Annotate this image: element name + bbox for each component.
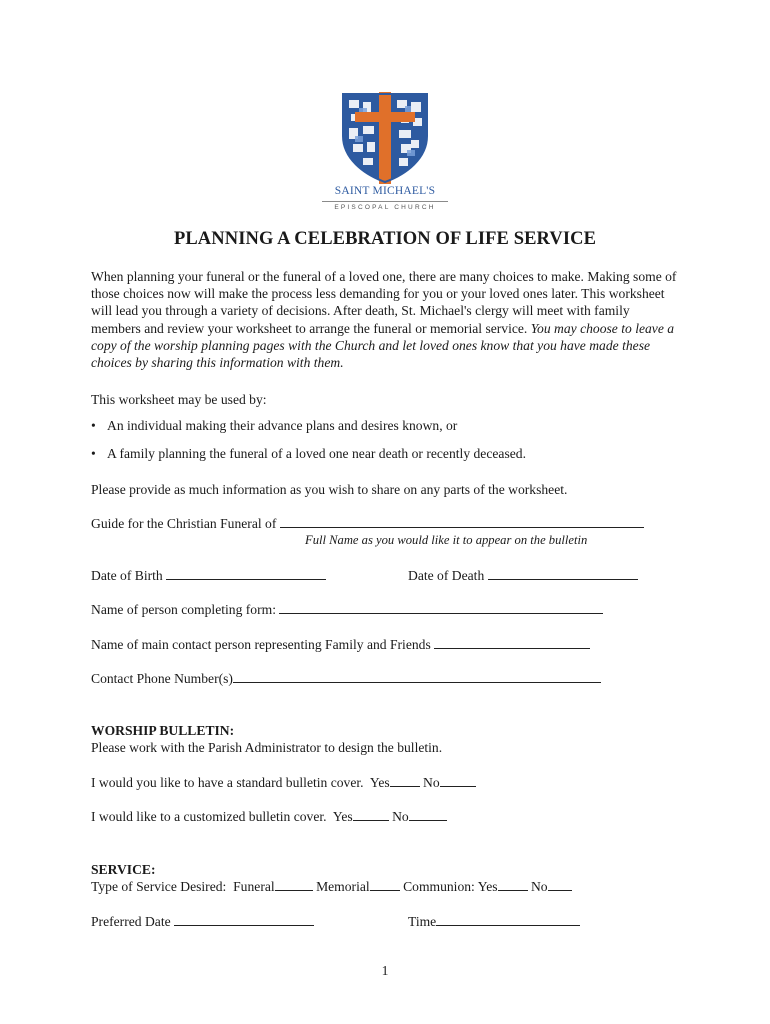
used-by-item-text: A family planning the funeral of a loved one near death or recently deceased. [107, 446, 526, 461]
used-by-item-1 [91, 418, 457, 434]
bulletin-heading: WORSHIP BULLETIN: [91, 723, 235, 738]
bullet-icon: • [91, 446, 96, 461]
funeral-blank[interactable] [275, 878, 313, 891]
custom-yes-blank[interactable] [353, 808, 389, 821]
yes-label: Yes [332, 809, 353, 824]
shield-cross-icon [341, 92, 429, 184]
phone-field [91, 670, 601, 687]
completing-blank[interactable] [279, 601, 603, 614]
guide-caption: Full Name as you would like it to appear on the bulletin [305, 533, 588, 547]
standard-cover-label: I would you like to have a standard bulletin cover. [91, 775, 364, 790]
completing-field [91, 601, 603, 618]
service-type-field [91, 878, 572, 895]
standard-yes-blank[interactable] [390, 774, 420, 787]
preferred-date-field [91, 913, 314, 930]
no-label: No [392, 809, 409, 824]
memorial-blank[interactable] [370, 878, 400, 891]
please-provide-text: Please provide as much information as you wish to share on any parts of the worksheet. [91, 482, 568, 497]
used-by-item-2 [91, 446, 526, 462]
custom-no-blank[interactable] [409, 808, 447, 821]
church-logo [300, 92, 470, 217]
used-by-lead: This worksheet may be used by: [91, 392, 267, 407]
dod-blank[interactable] [488, 567, 638, 580]
dob-label: Date of Birth [91, 568, 163, 583]
custom-cover-field [91, 808, 447, 825]
funeral-label: Funeral [233, 879, 275, 894]
service-type-label: Type of Service Desired: [91, 879, 227, 894]
no-label: No [423, 775, 440, 790]
intro-paragraph [91, 268, 681, 371]
intro-text: When planning your funeral or the funeral of a loved one, there are many choices to make. Making some of those choices now will make the process less demanding for you or your loved ones later. This worksheet will lead you through a variety of decisions. After death, St. Michael's clergy will meet with family members and review your worksheet to arrange the funeral or memorial service. [91, 269, 677, 336]
contact-blank[interactable] [434, 636, 590, 649]
dod-label: Date of Death [408, 568, 485, 583]
phone-blank[interactable] [233, 670, 601, 683]
guide-field [91, 515, 644, 532]
time-field [408, 913, 580, 930]
preferred-date-blank[interactable] [174, 913, 314, 926]
logo-church-subname: EPISCOPAL CHURCH [334, 204, 436, 211]
logo-church-name: SAINT MICHAEL'S [334, 185, 436, 197]
bulletin-note: Please work with the Parish Administrator to design the bulletin. [91, 740, 443, 755]
dob-field [91, 567, 326, 584]
communion-yes-blank[interactable] [498, 878, 528, 891]
completing-label: Name of person completing form: [91, 602, 276, 617]
contact-field [91, 636, 590, 653]
service-heading: SERVICE: [91, 862, 156, 877]
preferred-date-label: Preferred Date [91, 914, 171, 929]
dob-blank[interactable] [166, 567, 326, 580]
yes-label: Yes [369, 775, 390, 790]
intro-italic-text: You may choose to leave a copy of the worship planning pages with the Church and let loved ones know that you have made these choices by sharing this information with them. [91, 320, 675, 371]
guide-label: Guide for the Christian Funeral of [91, 516, 277, 531]
used-by-item-text: An individual making their advance plans and desires known, or [107, 418, 458, 433]
communion-no-blank[interactable] [548, 878, 572, 891]
contact-label: Name of main contact person representing Family and Friends [91, 637, 431, 652]
yes-label: Yes [477, 879, 498, 894]
standard-cover-field [91, 774, 476, 791]
no-label: No [530, 879, 548, 894]
custom-cover-label: I would like to a customized bulletin cover. [91, 809, 327, 824]
dod-field [408, 567, 638, 584]
page-number: 1 [381, 963, 389, 978]
communion-label: Communion: [403, 879, 475, 894]
time-label: Time [408, 914, 437, 929]
memorial-label: Memorial [316, 879, 370, 894]
time-blank[interactable] [436, 913, 580, 926]
guide-name-blank[interactable] [280, 515, 644, 528]
standard-no-blank[interactable] [440, 774, 476, 787]
phone-label: Contact Phone Number(s) [91, 671, 233, 686]
bullet-icon: • [91, 418, 96, 433]
logo-divider [322, 201, 448, 202]
page-title: PLANNING A CELEBRATION OF LIFE SERVICE [173, 229, 597, 249]
